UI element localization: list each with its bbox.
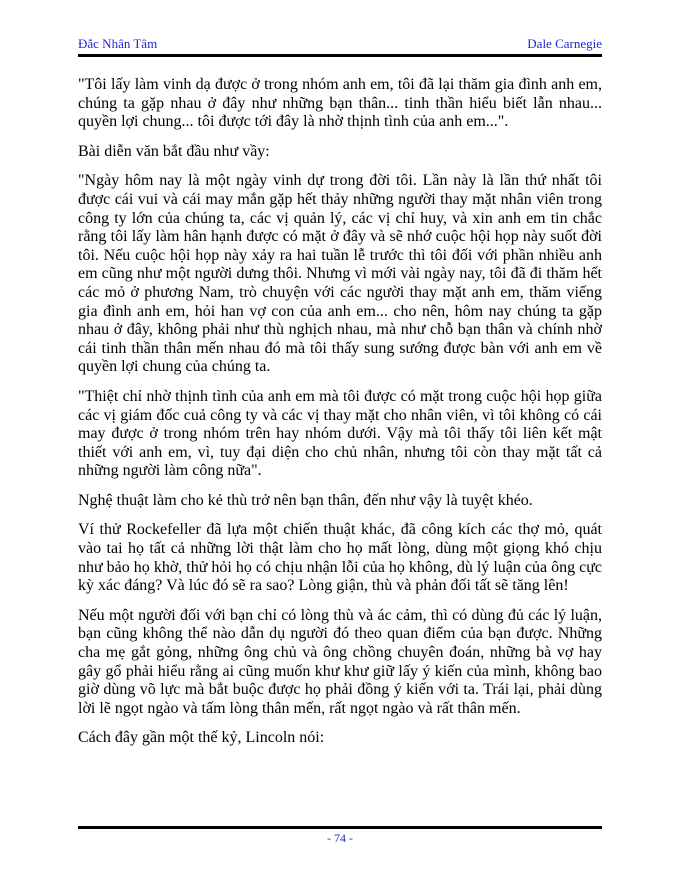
paragraph: Nghệ thuật làm cho kẻ thù trở nên bạn thân, đến như vậy là tuyệt khéo. — [78, 491, 533, 509]
paragraph: "Thiệt chỉ nhờ thịnh tình của anh em mà tôi được có mặt trong cuộc hội họp giữa các vị giám đốc cuả công ty và các vị thay mặt cho nhân viên, vì tôi không có cái may được ở trong nhóm trên hay nhóm dưới. Vậy mà tôi thấy tôi liên kết mật thiết với anh em, vì, tuy đại diện cho chủ nhân, nhưng tôi còn thay mặt tất cả những người làm công nữa". — [78, 387, 602, 480]
header-book-title: Đắc Nhân Tâm — [78, 36, 158, 51]
paragraph: Bài diễn văn bắt đầu như vầy: — [78, 142, 270, 160]
paragraph: Ví thử Rockefeller đã lựa một chiến thuật khác, đã công kích các thợ mỏ, quát vào tai họ tất cả những lời thật làm cho họ mất lòng, dùng một giọng khó chịu như bảo họ khờ, thử hỏi họ có chịu nhận lỗi của họ không, dù lý luận của ông cực kỳ xác đáng? Và lúc đó sẽ ra sao? Lòng giận, thù và phản đối tất sẽ tăng lên! — [78, 521, 602, 595]
page-header — [78, 36, 602, 52]
footer-divider — [78, 826, 602, 829]
document-body — [78, 76, 602, 759]
header-author: Dale Carnegie — [527, 36, 602, 51]
paragraph: "Ngày hôm nay là một ngày vinh dự trong đời tôi. Lần này là lần thứ nhất tôi được cái vui và cái may mắn gặp hết thảy những người thay mặt nhân viên trong công ty lớn của chúng ta, các vị quản lý, các vị chỉ huy, và xin anh em tin chắc rằng tôi lấy làm hân hạnh được có mặt ở đây và sẽ nhớ cuộc hội họp này suốt đời tôi. Nếu cuộc hội họp này xảy ra hai tuần lễ trước thì tôi đối với phần nhiều anh em cũng như một người dưng thôi. Nhưng vì mới vài ngày nay, tôi đã đi thăm hết các mỏ ở phương Nam, trò chuyện với các người thay mặt anh em, thăm viếng gia đình anh em, hỏi han vợ con của anh em... cho nên, hôm nay chúng ta gặp nhau ở đây, không phải như thù nghịch nhau, mà như chỗ bạn thân và chính nhờ cái tinh thần thân mến nhau đó mà tôi thấy sung sướng được bàn với anh em về quyền lợi chung của chúng ta. — [78, 172, 602, 376]
paragraph: Cách đây gần một thế kỷ, Lincoln nói: — [78, 729, 325, 747]
page-footer — [0, 831, 680, 846]
paragraph: Nếu một người đối với bạn chỉ có lòng thù và ác cảm, thì có dùng đủ các lý luận, bạn cũng không thể nào dẫn dụ người đó theo quan điểm của bạn được. Những cha mẹ gắt gỏng, những ông chủ và ông chồng chuyên đoán, những bà vợ hay gây gổ phải hiểu rằng ai cũng muốn khư khư giữ lấy ý kiến của mình, không bao giờ dùng võ lực mà bắt buộc được họ phải đồng ý kiến với ta. Trái lại, phải dùng lời lẽ ngọt ngào và tấm lòng thân mến, rất ngọt ngào và rất thân mến. — [78, 606, 602, 717]
header-divider — [78, 54, 602, 57]
paragraph: "Tôi lấy làm vinh dạ được ở trong nhóm anh em, tôi đã lại thăm gia đình anh em, chúng ta gặp nhau ở đây như những bạn thân... tinh thần hiểu biết lẫn nhau... quyền lợi chung... tôi được tới đây là nhờ thịnh tình của anh em...". — [78, 76, 602, 131]
page-number: - 74 - — [327, 831, 353, 845]
